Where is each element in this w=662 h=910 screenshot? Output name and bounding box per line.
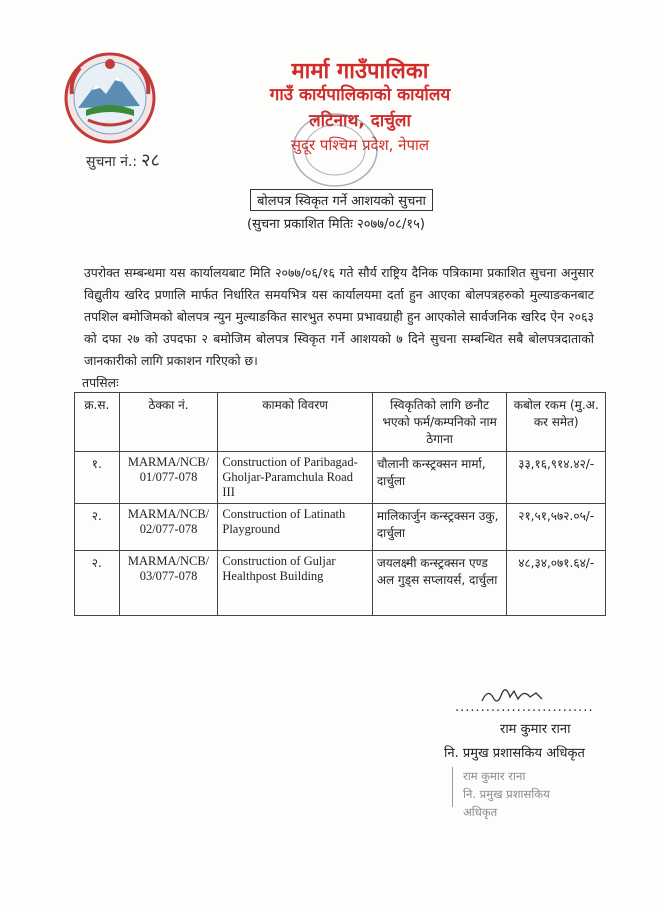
row-firm: जयलक्ष्मी कन्स्ट्रक्सन एण्ड अल गुड्स सप्लायर्स, दार्चुला: [372, 551, 507, 616]
office-seal-stamp: [290, 110, 380, 190]
name-stamp: [452, 767, 583, 819]
header-work: कामको विवरण: [218, 393, 372, 452]
row-sn: २.: [75, 551, 120, 616]
row-work: Construction of Latinath Playground: [218, 504, 372, 551]
signer-name: राम कुमार राना: [500, 722, 571, 737]
signature-line: ...........................: [455, 700, 594, 715]
office-name: गाउँ कार्यपालिकाको कार्यालय: [269, 85, 451, 105]
details-label: तपसिलः: [82, 375, 119, 390]
bid-table: [74, 392, 606, 616]
table-row: [75, 504, 606, 551]
row-contract: MARMA/NCB/ 02/077-078: [119, 504, 218, 551]
row-sn: २.: [75, 504, 120, 551]
row-contract: MARMA/NCB/ 01/077-078: [119, 452, 218, 504]
office-location: लटिनाथ, दार्चुला: [309, 111, 411, 131]
header-amount: कबोल रकम (मु.अ. कर समेत): [507, 393, 606, 452]
header-contract: ठेक्का नं.: [119, 393, 218, 452]
row-amount: २१,५१,५७२.०५/-: [507, 504, 606, 551]
row-work: Construction of Paribagad-Gholjar-Paramchula Road III: [218, 452, 372, 504]
table-row: [75, 551, 606, 616]
notice-number-value: २८: [141, 150, 160, 171]
notice-number: [86, 148, 160, 172]
notice-body: उपरोक्त सम्बन्धमा यस कार्यालयबाट मिति २०७७/०६/१६ गते सौर्य राष्ट्रिय दैनिक पत्रिकामा प्रकाशित सुचना अनुसार विद्युतीय खरिद प्रणालि मार्फत निर्धारित समयभित्र यस कार्यालयमा दर्ता हुन आएका बोलपत्रहरुको मुल्याङकनबाट तपशिल बमोजिमको बोलपत्र न्युन मुल्याङकित सारभुत रुपमा प्रभावग्राही हुन आएकोले सार्वजनिक खरिद ऐन २०६३ को दफा २७ को उपदफा २ बमोजिम बोलपत्र स्विकृत गर्ने आशयको ७ दिने सुचना सम्बन्धित सबै बोलपत्रदाताको जानकारीको लागि प्रकाशन गरिएको छ।: [84, 265, 594, 368]
municipality-name: मार्मा गाउँपालिका: [291, 59, 429, 84]
published-date: (सुचना प्रकाशित मितिः २०७७/०८/१५): [247, 217, 425, 232]
row-sn: १.: [75, 452, 120, 504]
header-sn: क्र.स.: [75, 393, 120, 452]
nepal-emblem-icon: [62, 50, 158, 146]
row-amount: ३३,१६,९१४.४२/-: [507, 452, 606, 504]
table-row: [75, 452, 606, 504]
row-amount: ४८,३४,०७१.६४/-: [507, 551, 606, 616]
province-country: सुदूर पश्चिम प्रदेश, नेपाल: [290, 136, 430, 154]
notice-subject: बोलपत्र स्विकृत गर्ने आशयको सुचना: [250, 189, 433, 211]
row-firm: मालिकार्जुन कन्स्ट्रक्सन उकु, दार्चुला: [372, 504, 507, 551]
header-firm: स्विकृतिको लागि छनौट भएको फर्म/कम्पनिको नाम ठेगाना: [372, 393, 507, 452]
row-work: Construction of Guljar Healthpost Building: [218, 551, 372, 616]
stamp-title: नि. प्रमुख प्रशासकिय अधिकृत: [463, 787, 550, 819]
signer-title: नि. प्रमुख प्रशासकिय अधिकृत: [444, 746, 585, 761]
notice-number-label: सुचना नं.:: [86, 154, 138, 170]
row-contract: MARMA/NCB/ 03/077-078: [119, 551, 218, 616]
row-firm: चौलानी कन्स्ट्रक्सन मार्मा, दार्चुला: [372, 452, 507, 504]
stamp-name: राम कुमार राना: [463, 769, 526, 783]
table-header-row: [75, 393, 606, 452]
